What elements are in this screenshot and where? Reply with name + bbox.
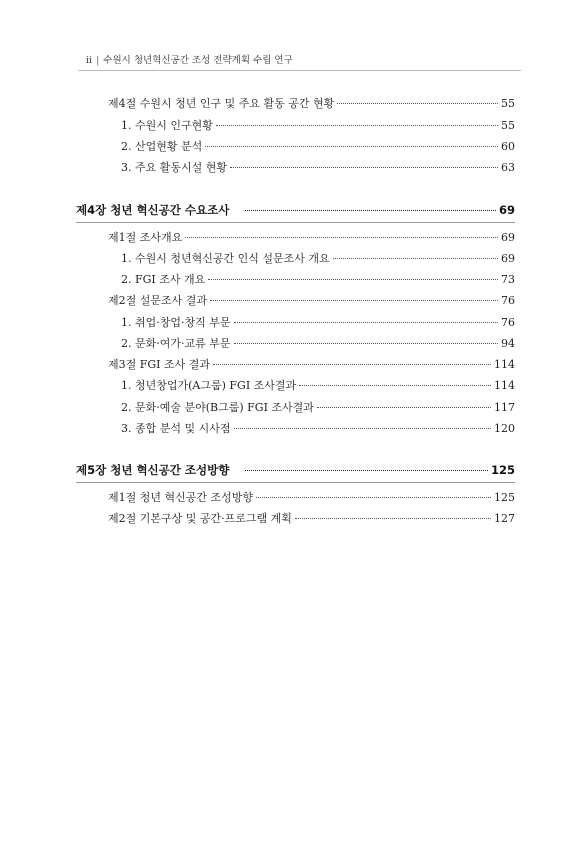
- toc-entry-label: 2. 산업현황 분석: [121, 140, 203, 153]
- toc-entry-label: 제2절 설문조사 결과: [108, 294, 207, 307]
- toc-entry-ch4-s3-item1[interactable]: [121, 377, 515, 393]
- toc-chapter-label: 제5장 청년 혁신공간 조성방향: [76, 463, 230, 477]
- toc-entry-ch3-s4-item1[interactable]: [121, 117, 515, 133]
- toc-entry-page: 120: [494, 422, 515, 435]
- toc-entry-ch4-section1[interactable]: [108, 229, 515, 245]
- toc-entry-page: 114: [494, 358, 515, 371]
- toc-entry-chapter5[interactable]: [76, 462, 515, 478]
- toc-entry-ch4-s3-item2[interactable]: [121, 399, 515, 415]
- toc-entry-page: 125: [490, 463, 515, 477]
- toc-entry-ch4-s2-item1[interactable]: [121, 314, 515, 330]
- dot-leader: [337, 103, 498, 104]
- dot-leader: [216, 125, 498, 126]
- running-header: [86, 52, 293, 66]
- toc-entry-ch4-s1-item1[interactable]: [121, 250, 515, 266]
- dot-leader: [317, 407, 491, 408]
- dot-leader: [245, 470, 488, 471]
- toc-entry-ch5-section2[interactable]: [108, 510, 515, 526]
- chapter-divider: [76, 482, 515, 483]
- toc-entry-label: 1. 청년창업가(A그룹) FGI 조사결과: [121, 379, 297, 392]
- dot-leader: [213, 364, 491, 365]
- toc-entry-ch4-s1-item2[interactable]: [121, 271, 515, 287]
- dot-leader: [245, 210, 496, 211]
- toc-entry-page: 76: [501, 316, 515, 329]
- toc-entry-label: 제3절 FGI 조사 결과: [108, 358, 211, 371]
- header-divider: [78, 70, 521, 71]
- toc-entry-chapter4[interactable]: [76, 202, 515, 218]
- toc-entry-label: 1. 수원시 청년혁신공간 인식 설문조사 개요: [121, 252, 330, 265]
- dot-leader: [185, 237, 498, 238]
- toc-entry-page: 117: [494, 401, 515, 414]
- toc-entry-ch5-section1[interactable]: [108, 489, 515, 505]
- toc-entry-ch4-s2-item2[interactable]: [121, 335, 515, 351]
- header-page-number: ii: [86, 55, 93, 66]
- toc-entry-ch4-section3[interactable]: [108, 356, 515, 372]
- dot-leader: [230, 167, 498, 168]
- toc-entry-label: 3. 주요 활동시설 현황: [121, 161, 227, 174]
- toc-entry-page: 127: [494, 512, 515, 525]
- toc-entry-page: 55: [501, 97, 515, 110]
- toc-entry-ch3-s4-item2[interactable]: [121, 138, 515, 154]
- header-book-title: 수원시 청년혁신공간 조성 전략계획 수립 연구: [103, 55, 293, 66]
- toc-entry-label: 1. 수원시 인구현황: [121, 119, 213, 132]
- toc-chapter-label: 제4장 청년 혁신공간 수요조사: [76, 203, 230, 217]
- toc-entry-label: 제4절 수원시 청년 인구 및 주요 활동 공간 현황: [108, 97, 335, 110]
- toc-entry-ch4-section2[interactable]: [108, 292, 515, 308]
- toc-entry-label: 제2절 기본구상 및 공간·프로그램 계획: [108, 512, 292, 525]
- header-separator: |: [96, 55, 100, 66]
- toc-entry-page: 73: [501, 273, 515, 286]
- toc-entry-page: 125: [494, 491, 515, 504]
- dot-leader: [208, 279, 498, 280]
- dot-leader: [205, 146, 498, 147]
- toc-entry-label: 제1절 청년 혁신공간 조성방향: [108, 491, 253, 504]
- toc-entry-page: 76: [501, 294, 515, 307]
- dot-leader: [333, 258, 498, 259]
- dot-leader: [256, 497, 491, 498]
- dot-leader: [210, 300, 498, 301]
- toc-entry-label: 1. 취업·창업·창직 부문: [121, 316, 231, 329]
- toc-entry-ch3-s4-item3[interactable]: [121, 159, 515, 175]
- toc-entry-label: 2. FGI 조사 개요: [121, 273, 206, 286]
- toc-entry-page: 63: [501, 161, 515, 174]
- toc-entry-label: 2. 문화·여가·교류 부문: [121, 337, 231, 350]
- toc-entry-ch3-section4[interactable]: [108, 95, 515, 111]
- dot-leader: [234, 322, 499, 323]
- toc-entry-page: 60: [501, 140, 515, 153]
- toc-entry-page: 114: [494, 379, 515, 392]
- toc-entry-ch4-s3-item3[interactable]: [121, 420, 515, 436]
- toc-entry-page: 69: [501, 231, 515, 244]
- dot-leader: [299, 385, 491, 386]
- toc-entry-page: 94: [501, 337, 515, 350]
- toc-entry-label: 2. 문화·예술 분야(B그룹) FGI 조사결과: [121, 401, 314, 414]
- toc-entry-page: 69: [501, 252, 515, 265]
- chapter-divider: [76, 222, 515, 223]
- toc-entry-page: 69: [498, 203, 515, 217]
- dot-leader: [234, 343, 499, 344]
- toc-entry-label: 제1절 조사개요: [108, 231, 183, 244]
- toc-entry-label: 3. 종합 분석 및 시사점: [121, 422, 231, 435]
- dot-leader: [295, 518, 491, 519]
- toc-entry-page: 55: [501, 119, 515, 132]
- dot-leader: [234, 428, 492, 429]
